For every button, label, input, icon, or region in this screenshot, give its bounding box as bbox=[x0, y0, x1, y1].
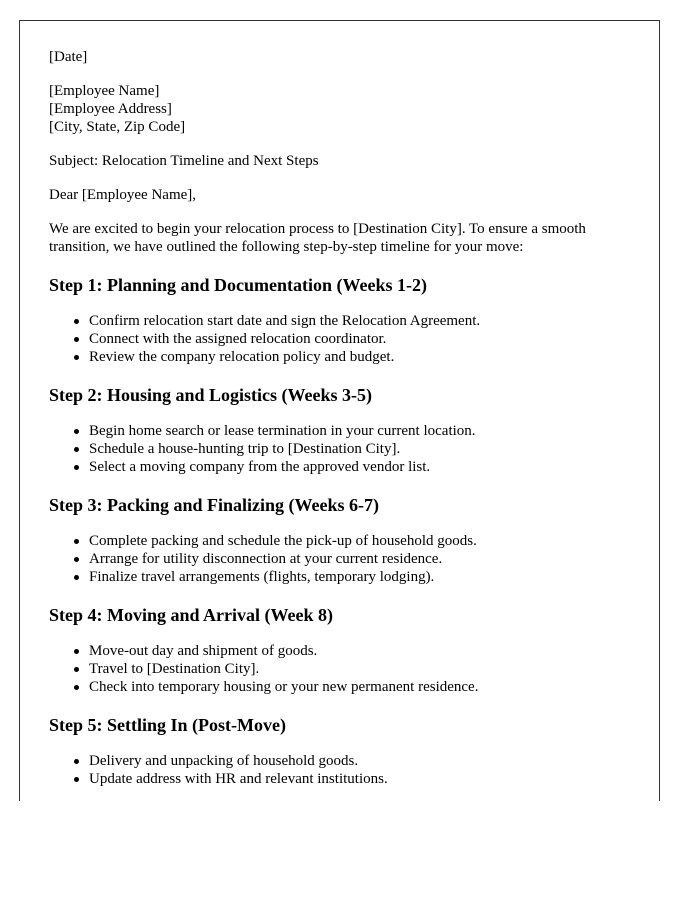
list-item: Move-out day and shipment of goods. bbox=[89, 642, 639, 660]
step-5-heading: Step 5: Settling In (Post-Move) bbox=[49, 715, 286, 735]
letter-salutation: Dear [Employee Name], bbox=[49, 187, 197, 203]
step-3-list bbox=[49, 532, 639, 586]
list-item: Complete packing and schedule the pick-up of household goods. bbox=[89, 532, 639, 550]
step-2-list bbox=[49, 422, 639, 476]
step-1-heading: Step 1: Planning and Documentation (Weeks 1-2) bbox=[49, 275, 428, 295]
step-3-heading: Step 3: Packing and Finalizing (Weeks 6-7) bbox=[49, 495, 380, 515]
list-item: Check into temporary housing or your new permanent residence. bbox=[89, 678, 639, 696]
list-item: Update address with HR and relevant institutions. bbox=[89, 770, 639, 788]
recipient-address-block bbox=[49, 82, 639, 136]
list-item: Arrange for utility disconnection at your current residence. bbox=[89, 550, 639, 568]
recipient-name: [Employee Name] bbox=[49, 83, 160, 99]
list-item: Select a moving company from the approved vendor list. bbox=[89, 458, 639, 476]
letter-page bbox=[19, 20, 660, 801]
recipient-address: [Employee Address] bbox=[49, 101, 172, 117]
list-item: Finalize travel arrangements (flights, temporary lodging). bbox=[89, 568, 639, 586]
recipient-city-state-zip: [City, State, Zip Code] bbox=[49, 119, 186, 135]
step-4-list bbox=[49, 642, 639, 696]
step-5-list bbox=[49, 752, 639, 788]
letter-body bbox=[49, 48, 639, 788]
step-1-list bbox=[49, 312, 639, 366]
list-item: Connect with the assigned relocation coordinator. bbox=[89, 330, 639, 348]
letter-date: [Date] bbox=[49, 49, 88, 65]
list-item: Begin home search or lease termination in your current location. bbox=[89, 422, 639, 440]
list-item: Travel to [Destination City]. bbox=[89, 660, 639, 678]
list-item: Confirm relocation start date and sign the Relocation Agreement. bbox=[89, 312, 639, 330]
list-item: Delivery and unpacking of household goods. bbox=[89, 752, 639, 770]
letter-subject: Subject: Relocation Timeline and Next Steps bbox=[49, 153, 319, 169]
step-2-heading: Step 2: Housing and Logistics (Weeks 3-5) bbox=[49, 385, 373, 405]
letter-intro: We are excited to begin your relocation process to [Destination City]. To ensure a smooth transition, we have outlined the following step-by-step timeline for your move: bbox=[49, 221, 586, 255]
list-item: Schedule a house-hunting trip to [Destination City]. bbox=[89, 440, 639, 458]
list-item: Review the company relocation policy and budget. bbox=[89, 348, 639, 366]
step-4-heading: Step 4: Moving and Arrival (Week 8) bbox=[49, 605, 333, 625]
